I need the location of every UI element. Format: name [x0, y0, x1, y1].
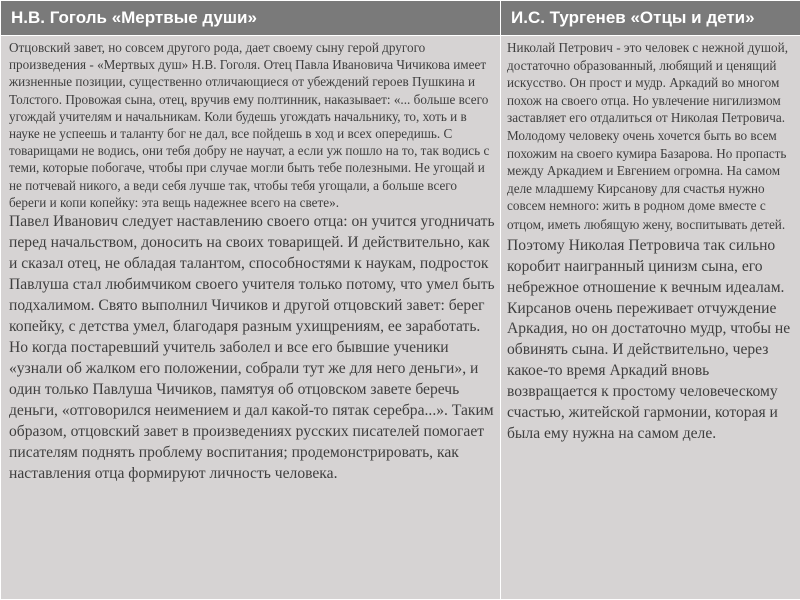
- turgenev-body-text: Поэтому Николая Петровича так сильно коробит наигранный цинизм сына, его небрежное отношение к вечным идеалам. Кирсанов очень переживает отчуждение Аркадия, но он достаточно мудр, чтобы не обвинять сына. И действительно, через какое-то время Аркадий вновь возвращается к простому человеческому счастью, житейской гармонии, которая и была ему нужна на самом деле.: [507, 236, 791, 442]
- turgenev-text: [507, 39, 796, 445]
- gogol-cell: [1, 36, 501, 600]
- gogol-intro-text: Отцовский завет, но совсем другого рода, дает своему сыну герой другого произведения - «Мертвых душ» Н.В. Гоголя. Отец Павла Ивановича Чичикова имеет жизненные позиции, существенно отличающиеся от убеждений героев Пушкина и Толстого. Провожая сына, отец, вручив ему полтинник, наказывает: «... больше всего угождай учителям и начальникам. Коли будешь угождать начальнику, то, хоть и в науке не успеешь и таланту бог не дал, все пойдешь в ход и всех опередишь. С товарищами не водись, они тебя добру не научат, а если уж пошло на то, так водись с теми, которые побогаче, чтобы при случае могли быть тебе полезными. Не угощай и не потчевай никого, а веди себя лучше так, чтобы тебя угощали, а больше всего береги и копи копейку: эта вещь надежнее всего на свете».: [9, 40, 490, 210]
- content-row: [1, 36, 800, 600]
- header-gogol: Н.В. Гоголь «Мертвые души»: [1, 1, 501, 36]
- turgenev-cell: [501, 36, 800, 600]
- gogol-body-text: Павел Иванович следует наставлению своего отца: он учится угодничать перед начальством, доносить на своих товарищей. И действительно, как и сказал отец, не обладая талантом, способностями к наукам, подросток Павлуша стал любимчиком своего учителя только потому, что умел быть подхалимом. Свято выполнил Чичиков и другой отцовский завет: берег копейку, с детства умел, благодаря разным ухищрениям, ее заработать. Но когда постаревший учитель заболел и все его бывшие ученики «узнали об жалком его положении, собрали тут же для него деньги», и один только Павлуша Чичиков, памятуя об отцовском завете беречь деньги, «отговорился неимением и дал какой-то пятак серебра...». Таким образом, отцовский завет в произведениях русских писателей помогает писателям поднять проблему воспитания; продемонстрировать, как наставления отца формируют личность человека.: [9, 213, 495, 483]
- turgenev-intro-text: Николай Петрович - это человек с нежной душой, достаточно образованный, любящий и ценящий искусство. Он прост и мудр. Аркадий во многом похож на своего отца. Но увлечение нигилизмом заставляет его отдалиться от Николая Петровича. Молодому человеку очень хочется быть во всем похожим на своего кумира Базарова. Но пропасть между Аркадием и Евгением огромна. На самом деле младшему Кирсанову для счастья нужно совсем немного: жить в родном доме вместе с отцом, иметь любящую жену, воспитывать детей.: [507, 40, 789, 232]
- header-row: [1, 1, 800, 36]
- header-turgenev: И.С. Тургенев «Отцы и дети»: [501, 1, 800, 36]
